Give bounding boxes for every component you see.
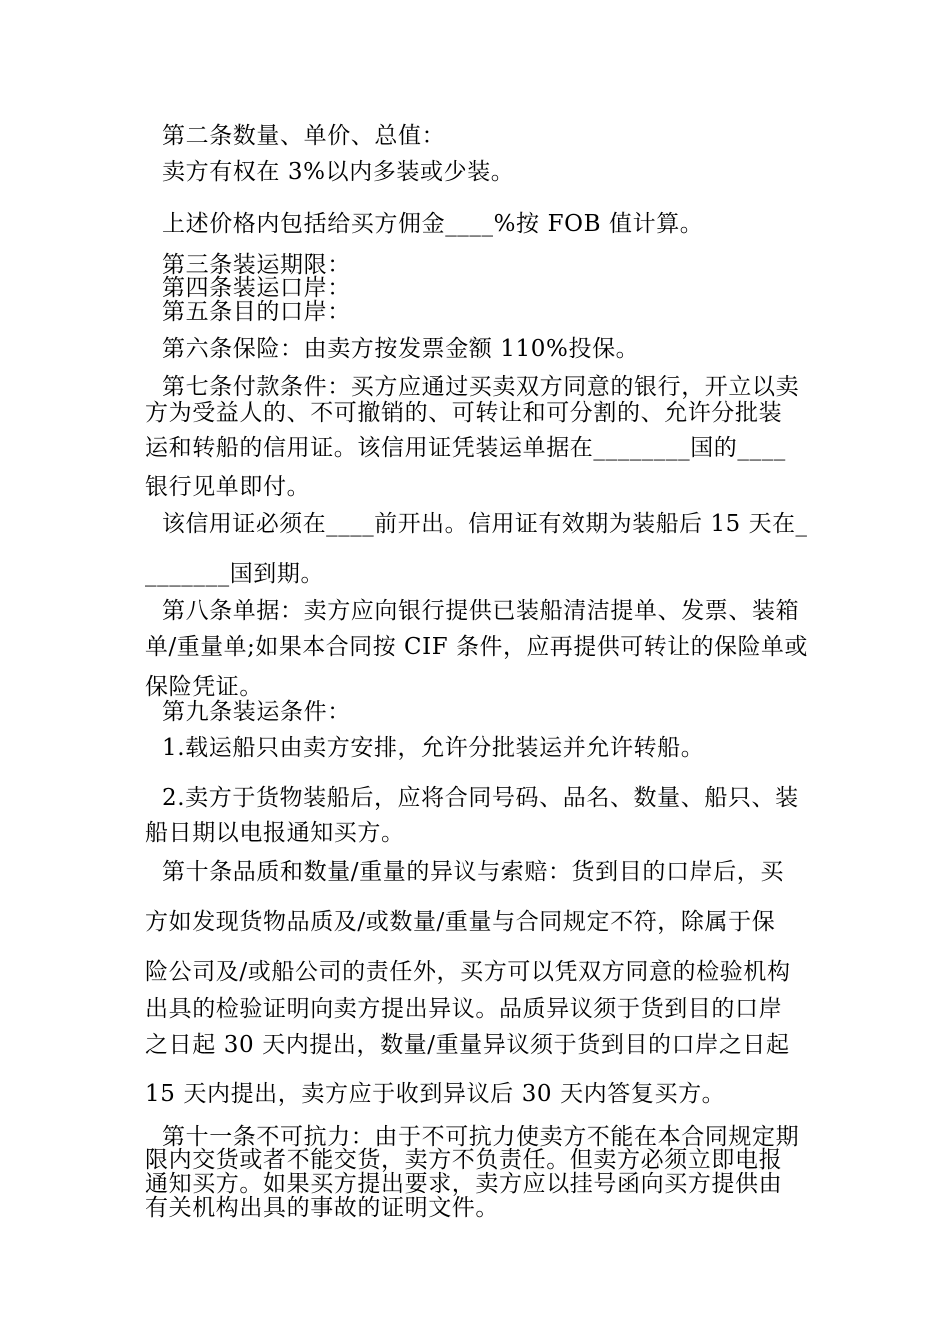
clause-9-item-2-line-2: 船日期以电报通知买方。 (145, 820, 405, 846)
clause-10-line-6: 15 天内提出，卖方应于收到异议后 30 天内答复买方。 (145, 1081, 726, 1107)
clause-8-line-2: 单/重量单;如果本合同按 CIF 条件，应再提供可转让的保险单或 (145, 634, 808, 660)
clause-11-line-2: 限内交货或者不能交货，卖方不负责任。但卖方必须立即电报 (145, 1147, 783, 1173)
clause-7-validity-line-1: 该信用证必须在____前开出。信用证有效期为装船后 15 天在_ (162, 511, 808, 537)
clause-9-item-1: 1.载运船只由卖方安排，允许分批装运并允许转船。 (162, 735, 705, 761)
clause-7-line-2: 方为受益人的、不可撤销的、可转让和可分割的、允许分批装 (145, 400, 783, 426)
clause-2-commission: 上述价格内包括给买方佣金____%按 FOB 值计算。 (162, 211, 704, 237)
clause-8-line-1: 第八条单据：卖方应向银行提供已装船清洁提单、发票、装箱 (162, 598, 800, 624)
clause-6-insurance: 第六条保险：由卖方按发票金额 110%投保。 (162, 336, 640, 362)
clause-7-line-4: 银行见单即付。 (145, 474, 311, 500)
clause-4-heading: 第四条装运口岸： (162, 275, 351, 301)
clause-9-heading: 第九条装运条件： (162, 699, 351, 725)
clause-2-tolerance: 卖方有权在 3%以内多装或少装。 (162, 159, 515, 185)
clause-7-line-1: 第七条付款条件：买方应通过买卖双方同意的银行，开立以卖 (162, 374, 800, 400)
clause-10-line-5: 之日起 30 天内提出，数量/重量异议须于货到目的口岸之日起 (145, 1032, 790, 1058)
clause-10-line-1: 第十条品质和数量/重量的异议与索赔：货到目的口岸后，买 (162, 859, 784, 885)
clause-8-line-3: 保险凭证。 (145, 674, 263, 700)
clause-7-line-3: 运和转船的信用证。该信用证凭装运单据在________国的____ (145, 435, 786, 461)
clause-3-heading: 第三条装运期限： (162, 252, 351, 278)
clause-9-item-2-line-1: 2.卖方于货物装船后，应将合同号码、品名、数量、船只、装 (162, 785, 799, 811)
clause-10-line-4: 出具的检验证明向卖方提出异议。品质异议须于货到目的口岸 (145, 996, 783, 1022)
clause-11-line-1: 第十一条不可抗力：由于不可抗力使卖方不能在本合同规定期 (162, 1124, 800, 1150)
clause-11-line-3: 通知买方。如果买方提出要求，卖方应以挂号函向买方提供由 (145, 1171, 783, 1197)
clause-2-heading: 第二条数量、单价、总值： (162, 123, 446, 149)
clause-10-line-2: 方如发现货物品质及/或数量/重量与合同规定不符，除属于保 (145, 909, 776, 935)
clause-10-line-3: 险公司及/或船公司的责任外，买方可以凭双方同意的检验机构 (145, 959, 791, 985)
clause-5-heading: 第五条目的口岸： (162, 299, 351, 325)
clause-11-line-4: 有关机构出具的事故的证明文件。 (145, 1195, 499, 1221)
clause-7-validity-line-2: _______国到期。 (145, 561, 325, 587)
